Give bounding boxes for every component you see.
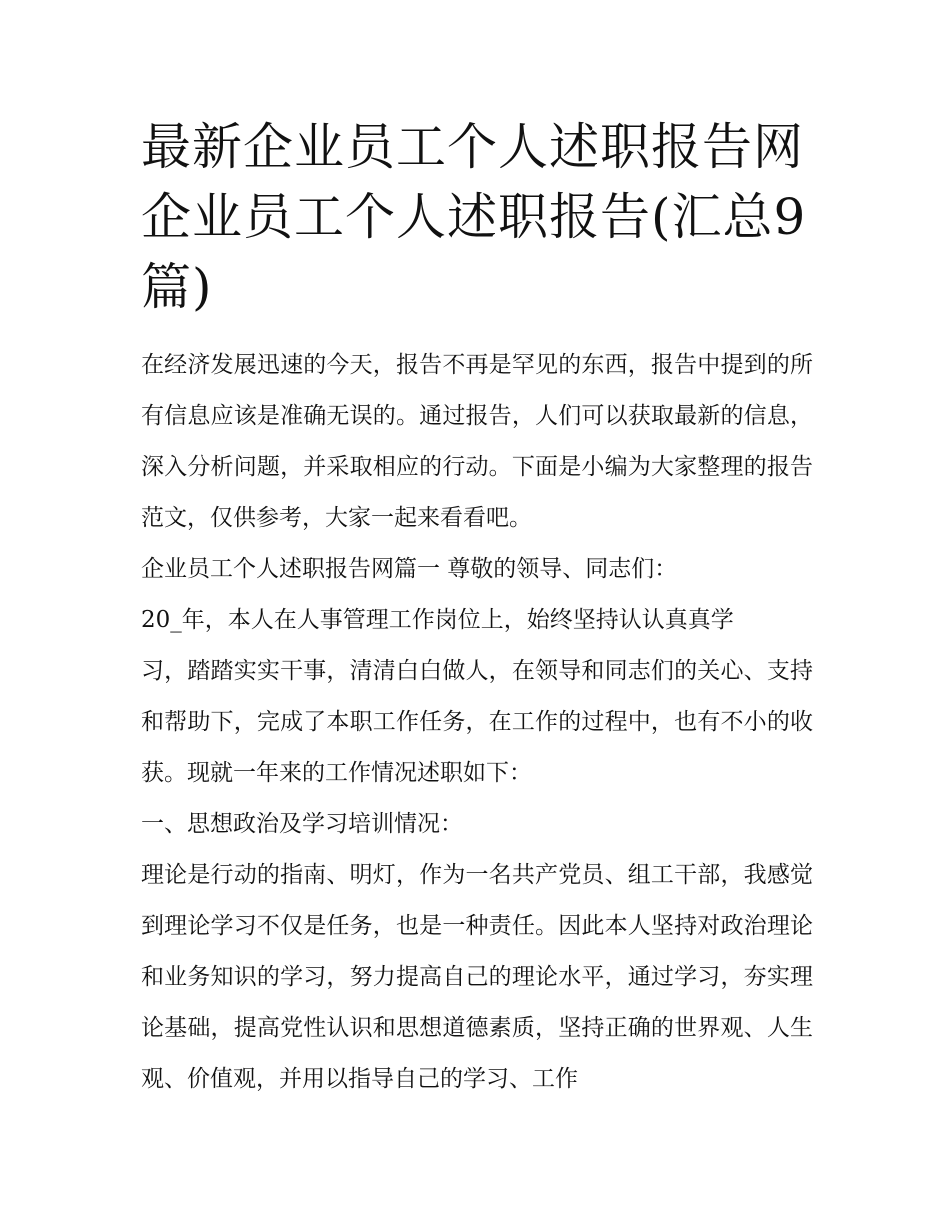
- document-body: [141, 112, 813, 1105]
- paragraph-year-summary-line: 20_年，本人在人事管理工作岗位上，始终坚持认认真真学: [141, 607, 734, 633]
- paragraph-heading-part-one: 企业员工个人述职报告网篇一 尊敬的领导、同志们：: [141, 556, 678, 582]
- paragraph-theory-study: 理论是行动的指南、明灯，作为一名共产党员、组工干部，我感觉到理论学习不仅是任务，也是一种责任。因此本人坚持对政治理论和业务知识的学习，努力提高自己的理论水平，通过学习，夯实理论基础，提高党性认识和思想道德素质，坚持正确的世界观、人生观、价值观，并用以指导自己的学习、工作: [141, 862, 813, 1092]
- document-title: 最新企业员工个人述职报告网企业员工个人述职报告(汇总9篇): [141, 118, 807, 316]
- paragraph-intro: 在经济发展迅速的今天，报告不再是罕见的东西，报告中提到的所有信息应该是准确无误的。通过报告，人们可以获取最新的信息，深入分析问题，并采取相应的行动。下面是小编为大家整理的报告范文，仅供参考，大家一起来看看吧。: [141, 352, 813, 531]
- section-heading-political-study: 一、思想政治及学习培训情况：: [141, 811, 463, 837]
- paragraph-work-overview: 习，踏踏实实干事，清清白白做人，在领导和同志们的关心、支持和帮助下，完成了本职工作任务，在工作的过程中，也有不小的收获。现就一年来的工作情况述职如下：: [141, 658, 813, 786]
